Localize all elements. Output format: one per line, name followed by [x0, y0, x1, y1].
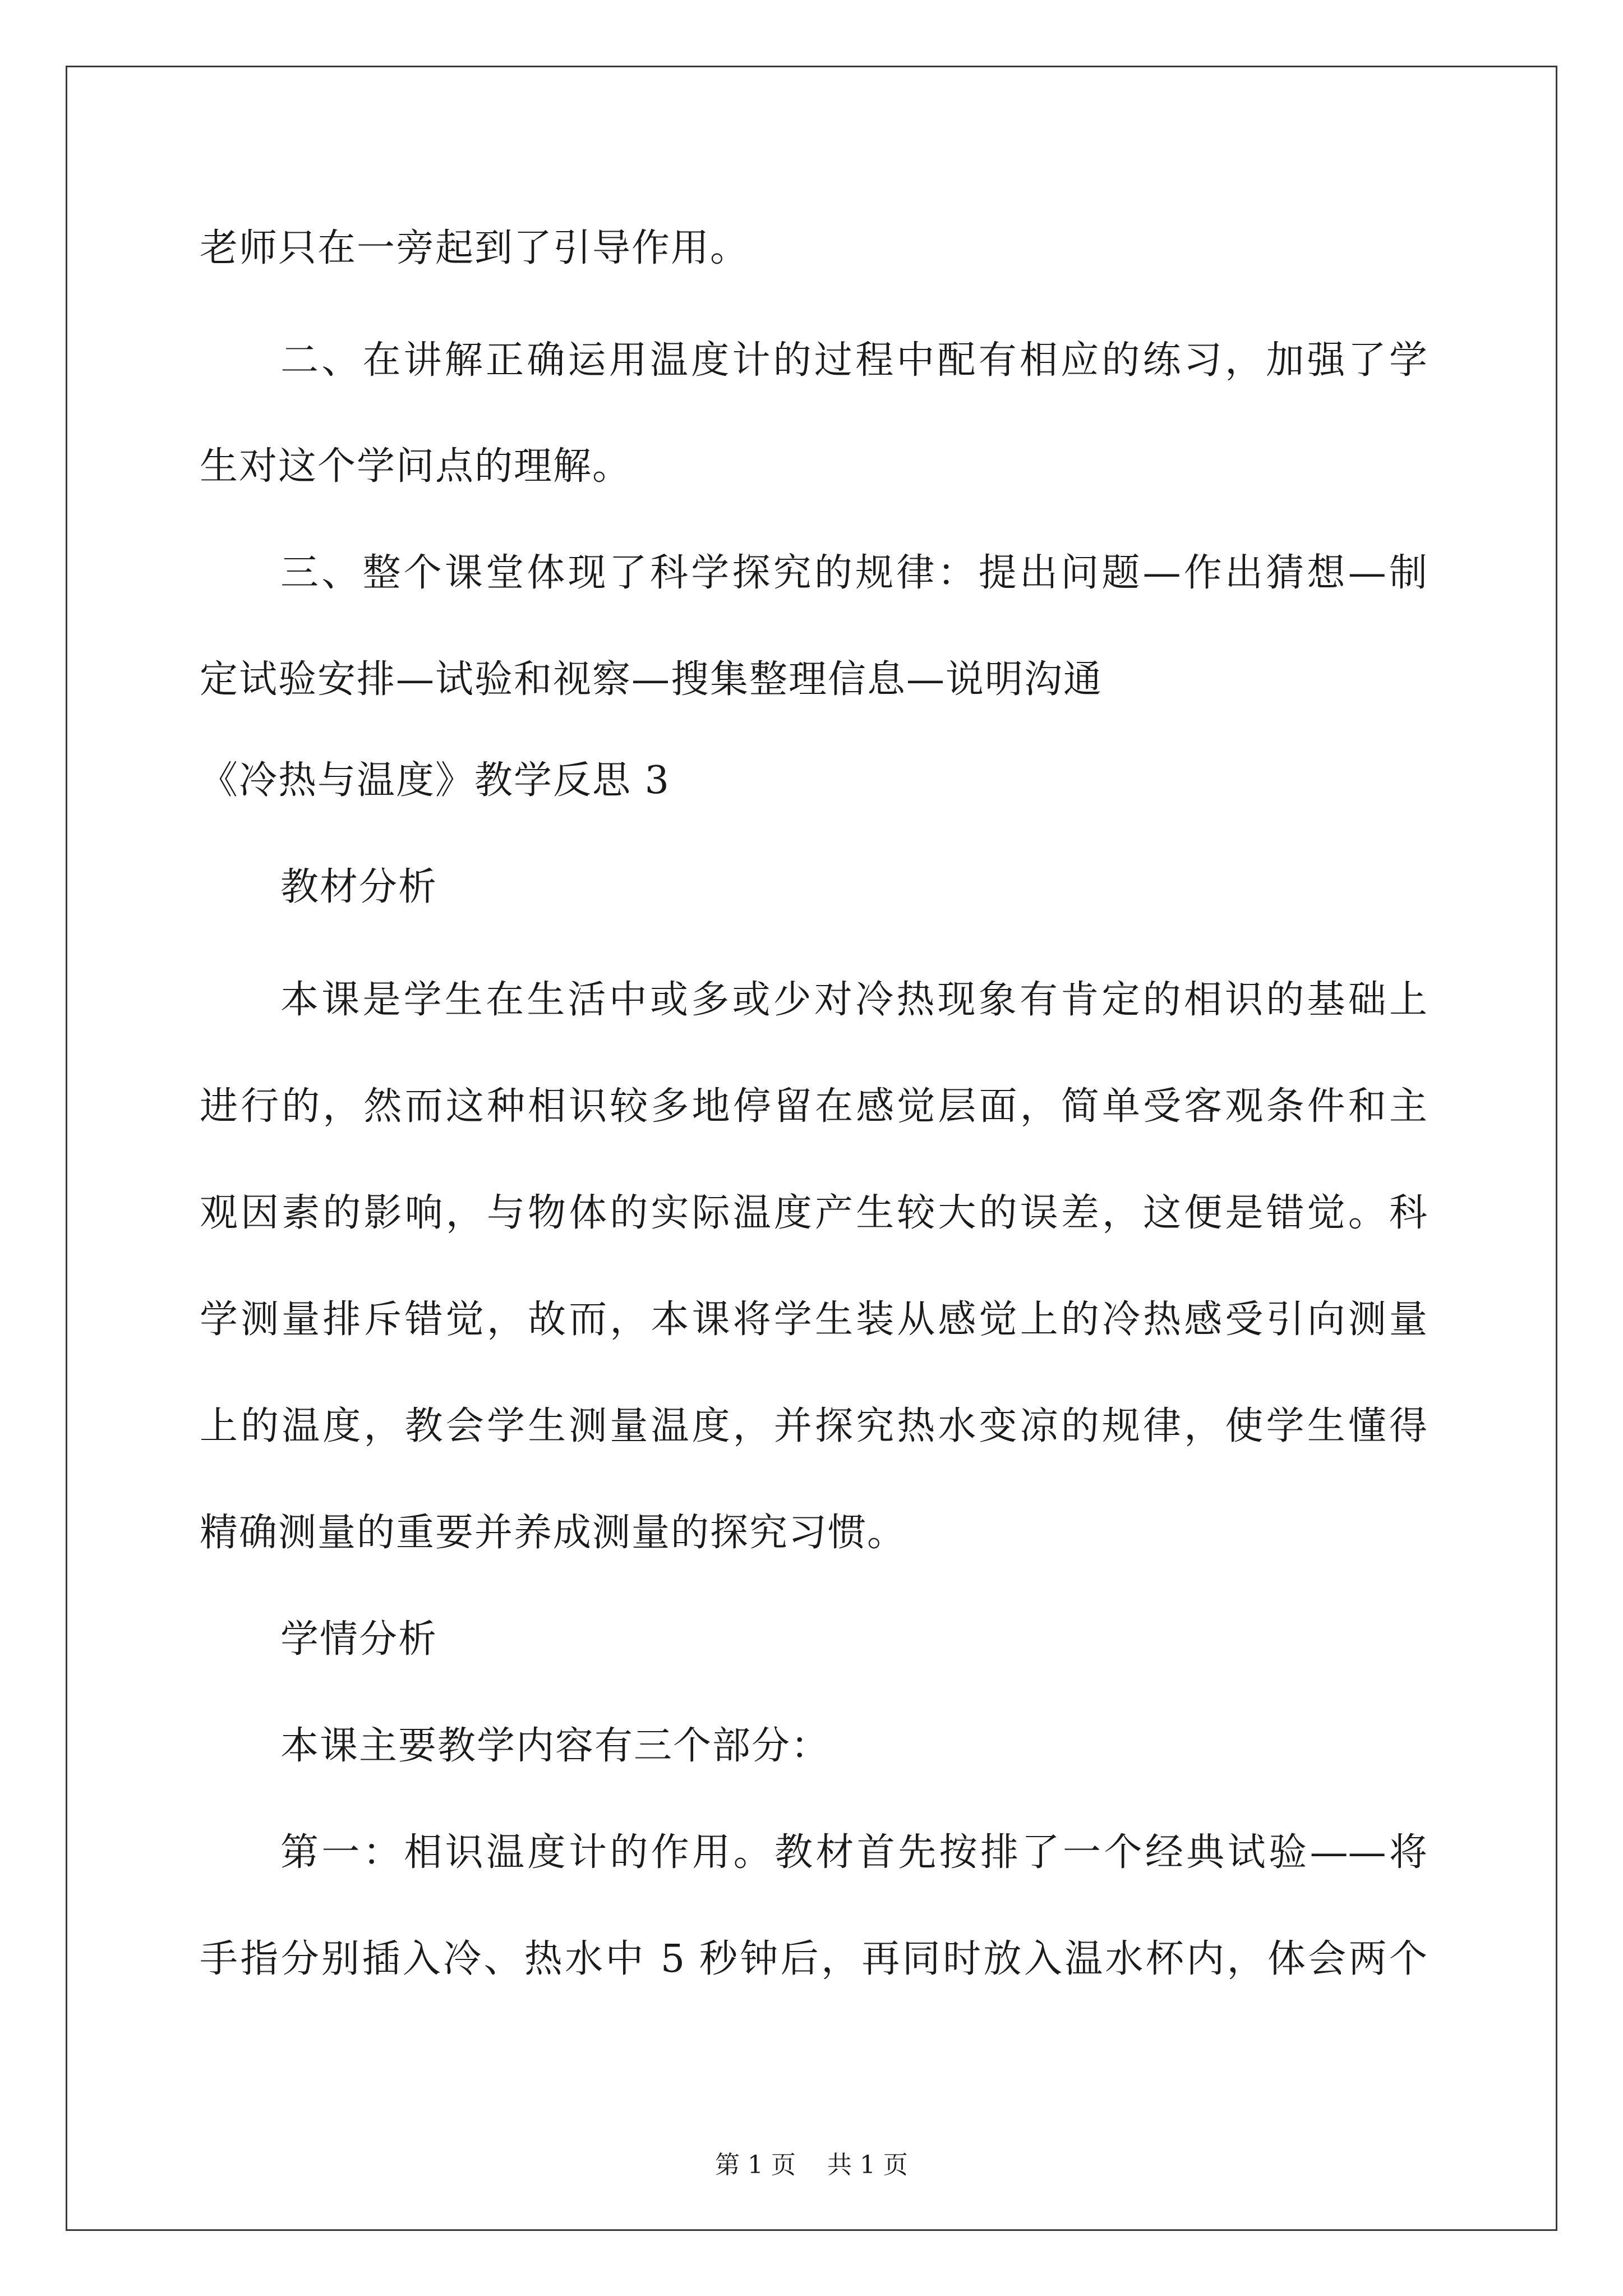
text-line: 二、在讲解正确运用温度计的过程中配有相应的练习，加强了学	[280, 338, 1427, 383]
text-line: 生对这个学问点的理解。	[200, 444, 632, 489]
text-line: 进行的，然而这种相识较多地停留在感觉层面，简单受客观条件和主	[200, 1084, 1427, 1129]
text-line: 本课是学生在生活中或多或少对冷热现象有肯定的相识的基础上	[280, 978, 1427, 1022]
page-footer: 第 1 页 共 1 页	[715, 2151, 908, 2179]
text-line: 本课主要教学内容有三个部分：	[280, 1724, 831, 1768]
text-line: 老师只在一旁起到了引导作用。	[200, 226, 750, 270]
text-line: 精确测量的重要并养成测量的探究习惯。	[200, 1511, 907, 1555]
subsection-heading: 教材分析	[280, 865, 438, 909]
text-line: 第一：相识温度计的作用。教材首先按排了一个经典试验——将	[280, 1830, 1427, 1875]
text-line: 定试验安排—试验和视察—搜集整理信息—说明沟通	[200, 657, 1103, 702]
text-line: 观因素的影响，与物体的实际温度产生较大的误差，这便是错觉。科	[200, 1191, 1427, 1235]
text-line: 学测量排斥错觉，故而，本课将学生装从感觉上的冷热感受引向测量	[200, 1297, 1427, 1342]
subsection-heading: 学情分析	[280, 1617, 438, 1662]
page-border	[66, 66, 1557, 2231]
text-line: 上的温度，教会学生测量温度，并探究热水变凉的规律，使学生懂得	[200, 1404, 1427, 1448]
text-line: 三、整个课堂体现了科学探究的规律：提出问题—作出猜想—制	[280, 551, 1427, 595]
section-heading: 《冷热与温度》教学反思 3	[200, 758, 670, 803]
text-line: 手指分别插入冷、热水中 5 秒钟后，再同时放入温水杯内，体会两个	[200, 1937, 1427, 1981]
